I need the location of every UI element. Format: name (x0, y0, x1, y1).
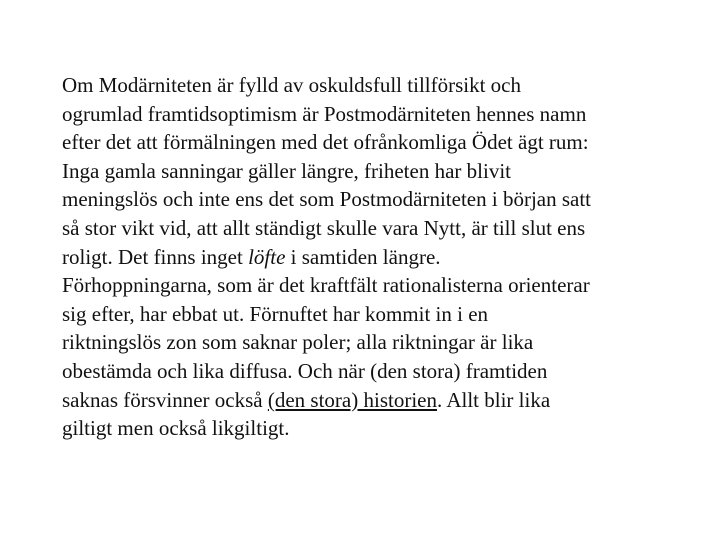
text-line-5: meningslös och inte ens det som Postmodärniteten i början satt (62, 187, 592, 212)
body-paragraph (62, 71, 692, 443)
text-line-4: Inga gamla sanningar gäller längre, friheten har blivit (62, 158, 511, 183)
text-line-7-start: roligt. Det finns inget (62, 244, 249, 269)
text-line-12-start: saknas försvinner också (62, 387, 268, 412)
text-line-3: efter det att förmälningen med det ofrånkomliga Ödet ägt rum: (62, 130, 589, 155)
text-line-9: sig efter, har ebbat ut. Förnuftet har kommit in i en (62, 301, 489, 326)
text-line-7-end: i samtiden längre. (285, 244, 441, 269)
text-line-11: obestämda och lika diffusa. Och när (den stora) framtiden (62, 358, 548, 383)
text-line-1: Om Modärniteten är fylld av oskuldsfull tillförsikt och (62, 73, 522, 97)
text-line-2: ogrumlad framtidsoptimism är Postmodärniteten hennes namn (62, 101, 587, 126)
text-line-8: Förhoppningarna, som är det kraftfält rationalisterna orienterar (62, 273, 590, 298)
text-line-12 (62, 386, 692, 415)
text-line-6: så stor vikt vid, att allt ständigt skulle vara Nytt, är till slut ens (62, 215, 586, 240)
text-line-7 (62, 243, 692, 272)
text-line-13: giltigt men också likgiltigt. (62, 416, 290, 441)
text-line-12-end: . Allt blir lika (436, 387, 551, 412)
text-line-10: riktningslös zon som saknar poler; alla riktningar är lika (62, 330, 534, 355)
underlined-phrase: (den stora) historien (267, 387, 437, 412)
emphasized-word: löfte (248, 244, 286, 269)
